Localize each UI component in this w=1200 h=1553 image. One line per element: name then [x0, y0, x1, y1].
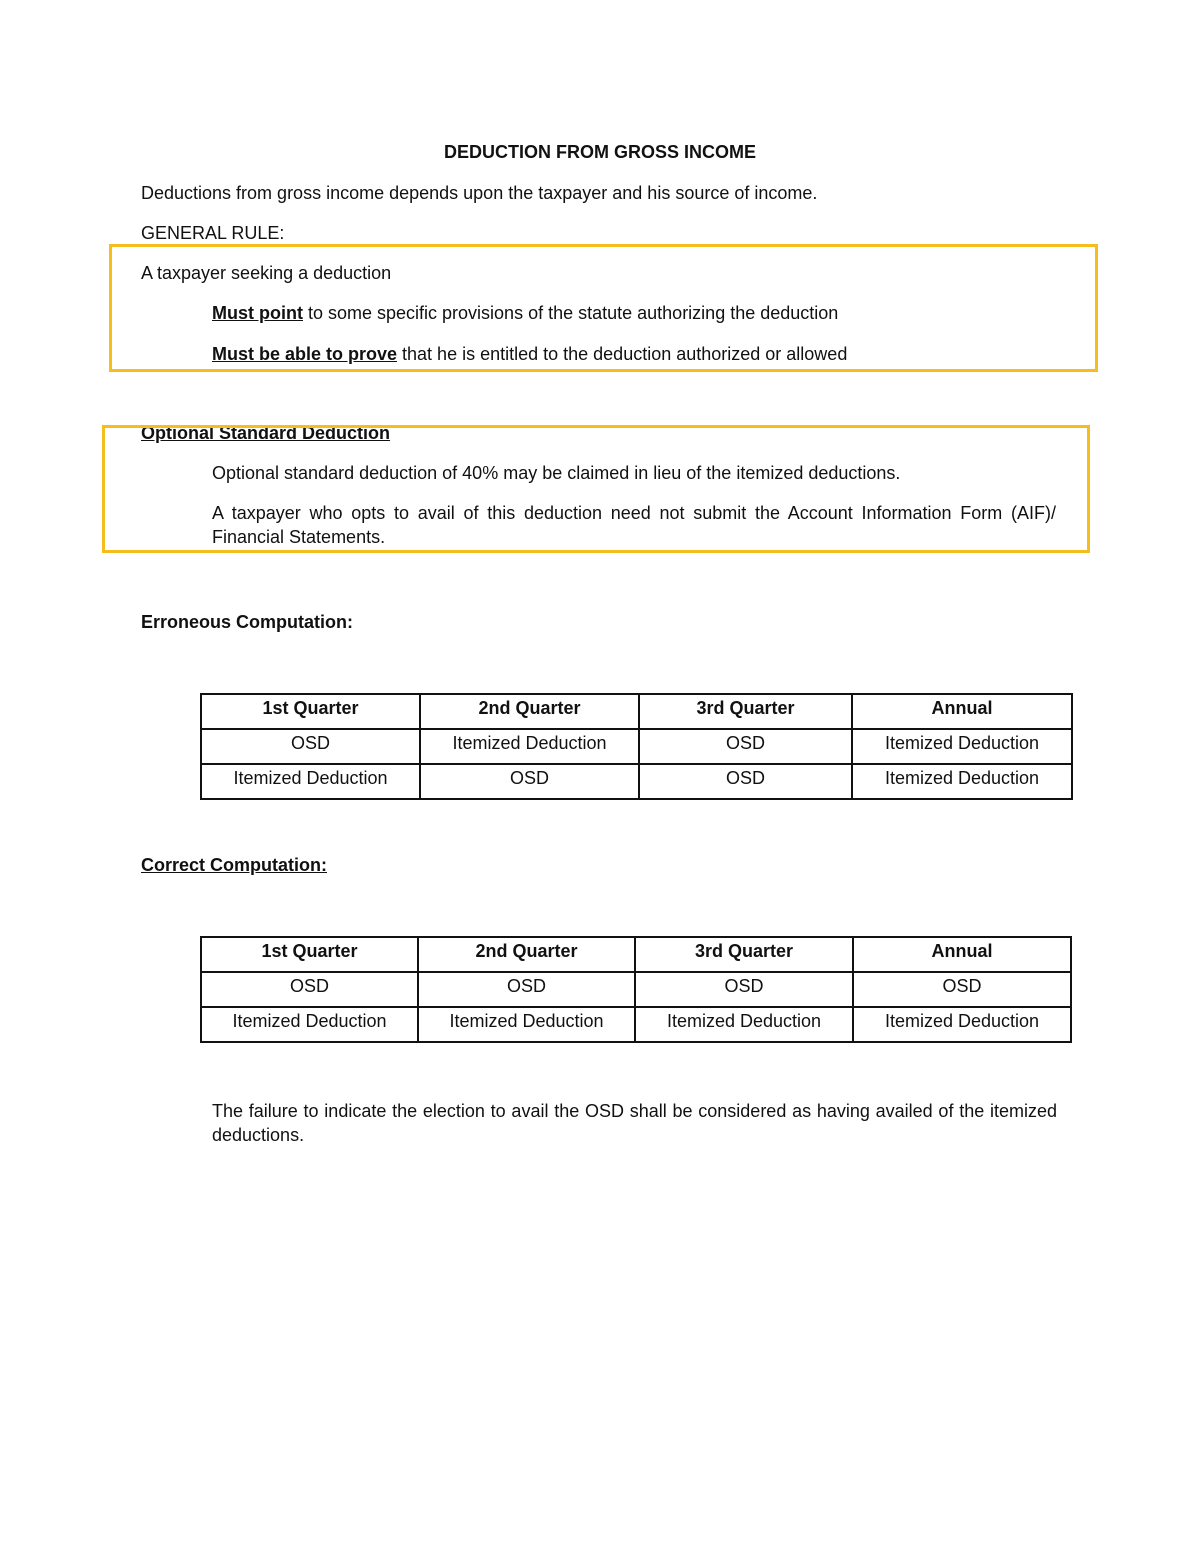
closing-paragraph: The failure to indicate the election to avail the OSD shall be considered as having availed of the itemized deductions.	[212, 1101, 1057, 1145]
osd-paragraph-1: Optional standard deduction of 40% may be claimed in lieu of the itemized deductions.	[212, 463, 901, 483]
document-title: DEDUCTION FROM GROSS INCOME	[443, 142, 756, 162]
table-row	[201, 972, 1071, 1007]
header-cell: Annual	[852, 694, 1072, 729]
header-cell: Annual	[853, 937, 1071, 972]
general-rule-lead: A taxpayer seeking a deduction	[141, 263, 392, 283]
osd-paragraph-2: A taxpayer who opts to avail of this deduction need not submit the Account Information Form (AIF)/ Financial Statements.	[212, 503, 1056, 547]
erroneous-heading: Erroneous Computation:	[141, 612, 353, 632]
correct-heading: Correct Computation:	[141, 855, 327, 875]
table-cell: Itemized Deduction	[418, 1007, 635, 1042]
table-cell: OSD	[201, 729, 420, 764]
erroneous-computation-table	[200, 693, 1073, 800]
header-cell: 3rd Quarter	[635, 937, 853, 972]
table-cell: Itemized Deduction	[201, 1007, 418, 1042]
table-row	[201, 729, 1072, 764]
table-row	[201, 764, 1072, 799]
general-rule-item-2	[212, 343, 847, 365]
table-cell: OSD	[420, 764, 639, 799]
table-cell: Itemized Deduction	[201, 764, 420, 799]
table-cell: OSD	[639, 764, 852, 799]
header-cell: 1st Quarter	[201, 694, 420, 729]
general-rule-heading: GENERAL RULE:	[141, 223, 285, 243]
table-header-row	[201, 937, 1071, 972]
must-prove-label: Must be able to prove	[212, 344, 398, 364]
correct-computation-table	[200, 936, 1072, 1043]
table-cell: Itemized Deduction	[853, 1007, 1071, 1042]
general-rule-item-1	[212, 302, 838, 324]
table-cell: Itemized Deduction	[852, 729, 1072, 764]
table-cell: Itemized Deduction	[852, 764, 1072, 799]
header-cell: 1st Quarter	[201, 937, 418, 972]
table-cell: OSD	[639, 729, 852, 764]
table-cell: Itemized Deduction	[635, 1007, 853, 1042]
must-point-label: Must point	[212, 303, 303, 323]
table-cell: Itemized Deduction	[420, 729, 639, 764]
header-cell: 2nd Quarter	[418, 937, 635, 972]
table-header-row	[201, 694, 1072, 729]
table-cell: OSD	[418, 972, 635, 1007]
general-rule-item-2-text: that he is entitled to the deduction authorized or allowed	[397, 344, 848, 364]
intro-paragraph: Deductions from gross income depends upon the taxpayer and his source of income.	[141, 183, 818, 203]
table-cell: OSD	[853, 972, 1071, 1007]
header-cell: 3rd Quarter	[639, 694, 852, 729]
osd-heading: Optional Standard Deduction	[141, 423, 391, 443]
header-cell: 2nd Quarter	[420, 694, 639, 729]
table-cell: OSD	[635, 972, 853, 1007]
general-rule-item-1-text: to some specific provisions of the statute authorizing the deduction	[302, 303, 839, 323]
table-row	[201, 1007, 1071, 1042]
table-cell: OSD	[201, 972, 418, 1007]
